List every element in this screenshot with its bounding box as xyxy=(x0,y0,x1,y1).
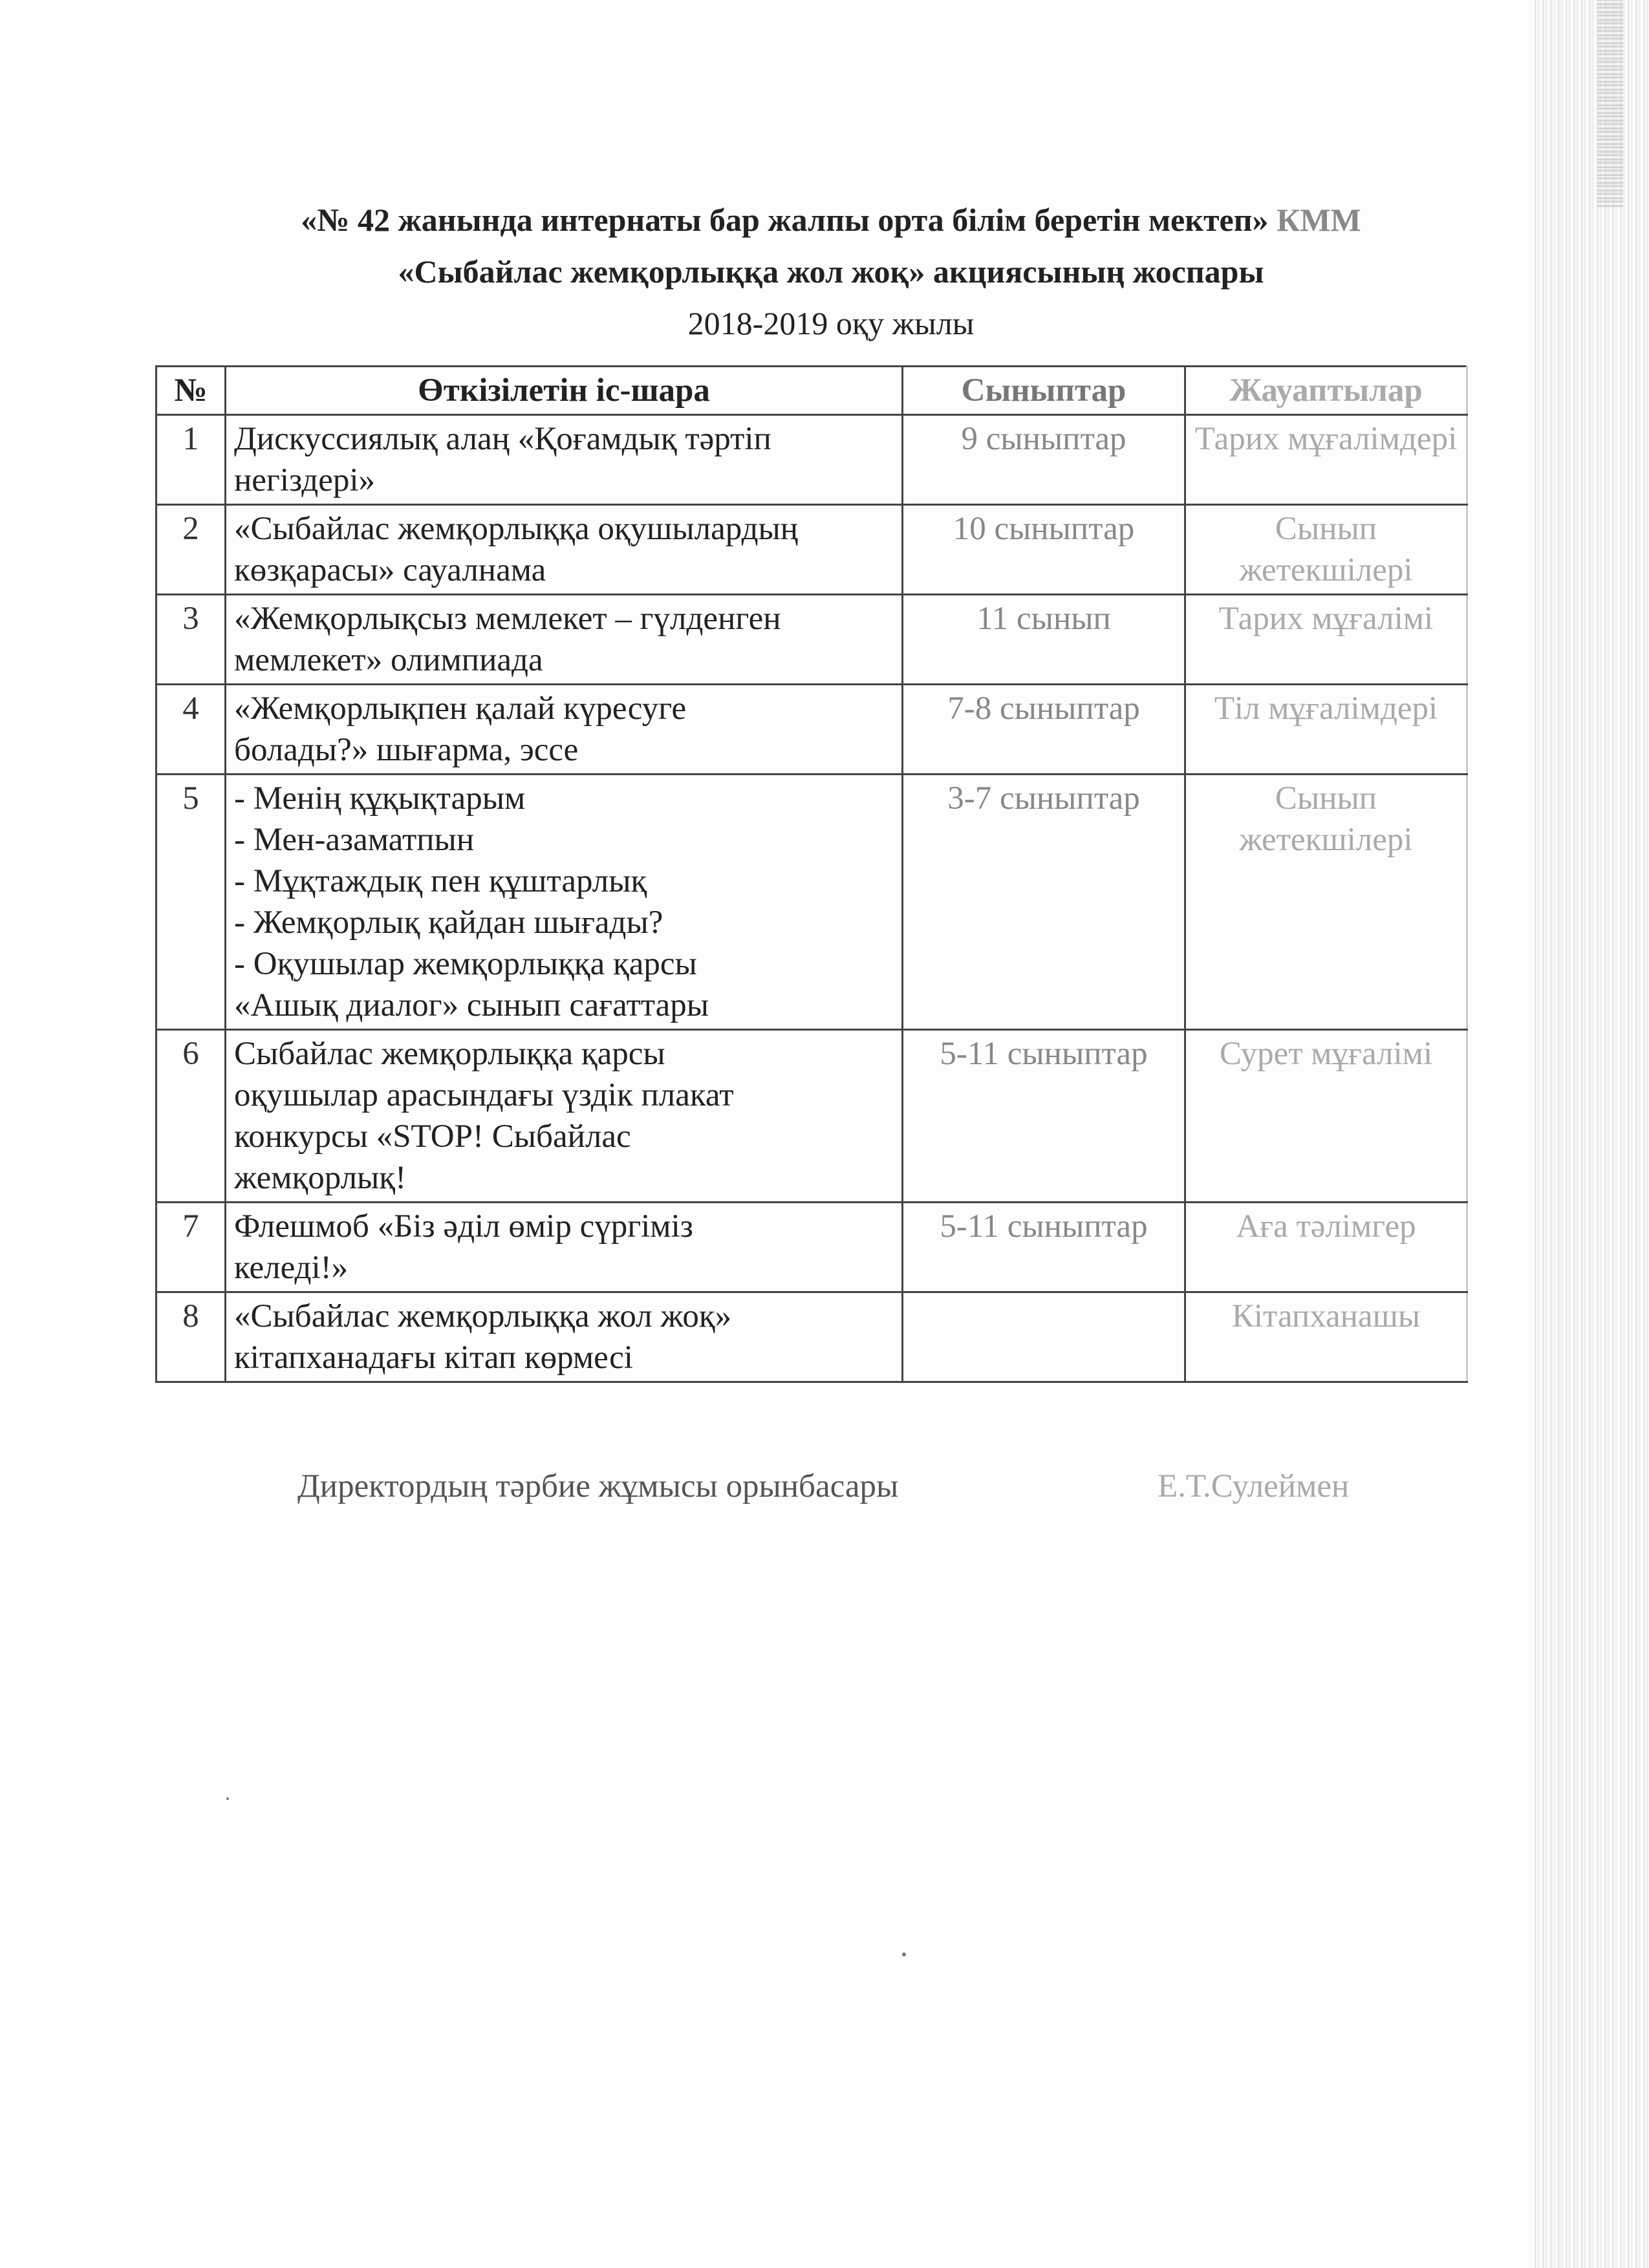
signatory-name: Е.Т.Сулеймен xyxy=(1158,1468,1350,1504)
row-event xyxy=(226,775,903,1030)
event-line: оқушылар арасындағы үздік плакат xyxy=(234,1077,734,1113)
row-number: 6 xyxy=(156,1030,226,1203)
event-line: кітапханадағы кітап көрмесі xyxy=(234,1340,633,1376)
row-event xyxy=(226,595,903,685)
row-classes: 5-11 сыныптар xyxy=(903,1203,1185,1292)
row-event xyxy=(226,1030,903,1203)
row-responsible: Сынып жетекшілері xyxy=(1185,505,1467,595)
event-line: - Оқушылар жемқорлыққа қарсы xyxy=(234,946,697,982)
row-classes: 7-8 сыныптар xyxy=(903,685,1185,775)
header-school-name: «№ 42 жанында интернаты бар жалпы орта білім беретін мектеп» xyxy=(301,202,1269,238)
row-responsible: Аға тәлімгер xyxy=(1185,1203,1467,1292)
row-classes: 5-11 сыныптар xyxy=(903,1030,1185,1203)
event-line: «Жемқорлықсыз мемлекет – гүлденген xyxy=(234,601,781,637)
row-event xyxy=(226,685,903,775)
row-number: 7 xyxy=(156,1203,226,1292)
event-line: мемлекет» олимпиада xyxy=(234,642,543,678)
event-line: конкурсы «STOP! Сыбайлас xyxy=(234,1118,631,1155)
table-row xyxy=(156,415,1467,505)
scan-speck xyxy=(902,1952,906,1956)
header-school-type: КММ xyxy=(1277,202,1361,238)
table-row xyxy=(156,595,1467,685)
row-responsible: Сынып жетекшілері xyxy=(1185,775,1467,1030)
event-line: - Мен-азаматпын xyxy=(234,822,475,858)
col-header-number: № xyxy=(156,367,226,415)
row-classes: 9 сыныптар xyxy=(903,415,1185,505)
row-responsible: Тарих мұғалімі xyxy=(1185,595,1467,685)
row-event xyxy=(226,505,903,595)
table-header-row xyxy=(156,367,1467,415)
event-line: «Сыбайлас жемқорлыққа оқушылардың xyxy=(234,511,799,547)
table-row xyxy=(156,685,1467,775)
header-school-year: 2018-2019 оқу жылы xyxy=(687,305,975,341)
row-responsible: Кітапханашы xyxy=(1185,1292,1467,1382)
document-header xyxy=(194,194,1468,349)
event-line: Сыбайлас жемқорлыққа қарсы xyxy=(234,1036,665,1072)
row-event xyxy=(226,1292,903,1382)
row-number: 5 xyxy=(156,775,226,1030)
row-classes: 10 сыныптар xyxy=(903,505,1185,595)
table-row xyxy=(156,775,1467,1030)
scan-shadow-corner xyxy=(1597,0,1623,207)
header-plan-title: «Сыбайлас жемқорлыққа жол жоқ» акциясының жоспары xyxy=(398,253,1264,290)
col-header-event: Өткізілетін іс-шара xyxy=(226,367,903,415)
row-responsible: Тарих мұғалімдері xyxy=(1185,415,1467,505)
signatory-position: Директордың тәрбие жұмысы орынбасары xyxy=(297,1468,899,1504)
row-event xyxy=(226,1203,903,1292)
row-number: 1 xyxy=(156,415,226,505)
event-line: «Жемқорлықпен қалай күресуге xyxy=(234,690,687,727)
event-line: жемқорлық! xyxy=(234,1160,407,1196)
event-line: - Жемқорлық қайдан шығады? xyxy=(234,904,663,941)
event-line: Флешмоб «Біз әділ өмір сүргіміз xyxy=(234,1208,693,1245)
event-line: «Ашық диалог» сынып сағаттары xyxy=(234,987,709,1023)
row-event xyxy=(226,415,903,505)
event-line: болады?» шығарма, эссе xyxy=(234,732,579,768)
row-classes: 11 сынып xyxy=(903,595,1185,685)
event-line: - Менің құқықтарым xyxy=(234,780,526,817)
row-number: 4 xyxy=(156,685,226,775)
col-header-classes: Сыныптар xyxy=(903,367,1185,415)
row-number: 8 xyxy=(156,1292,226,1382)
event-line: негіздері» xyxy=(234,462,375,498)
table-row xyxy=(156,1030,1467,1203)
event-line: көзқарасы» сауалнама xyxy=(234,552,546,588)
event-line: - Мұқтаждық пен құштарлық xyxy=(234,863,647,899)
table-row xyxy=(156,1203,1467,1292)
scan-speck xyxy=(226,1797,229,1800)
event-line: Дискуссиялық алаң «Қоғамдық тәртіп xyxy=(234,421,771,457)
event-line: «Сыбайлас жемқорлыққа жол жоқ» xyxy=(234,1298,732,1334)
scan-shadow-edge xyxy=(1533,0,1649,2268)
header-school-line xyxy=(194,194,1468,246)
row-number: 3 xyxy=(156,595,226,685)
row-responsible: Тіл мұғалімдері xyxy=(1185,685,1467,775)
table-row xyxy=(156,1292,1467,1382)
row-classes xyxy=(903,1292,1185,1382)
row-responsible: Сурет мұғалімі xyxy=(1185,1030,1467,1203)
event-line: келеді!» xyxy=(234,1250,349,1286)
table-row xyxy=(156,505,1467,595)
events-table xyxy=(155,365,1468,1383)
row-number: 2 xyxy=(156,505,226,595)
col-header-responsible: Жауаптылар xyxy=(1185,367,1467,415)
row-classes: 3-7 сыныптар xyxy=(903,775,1185,1030)
